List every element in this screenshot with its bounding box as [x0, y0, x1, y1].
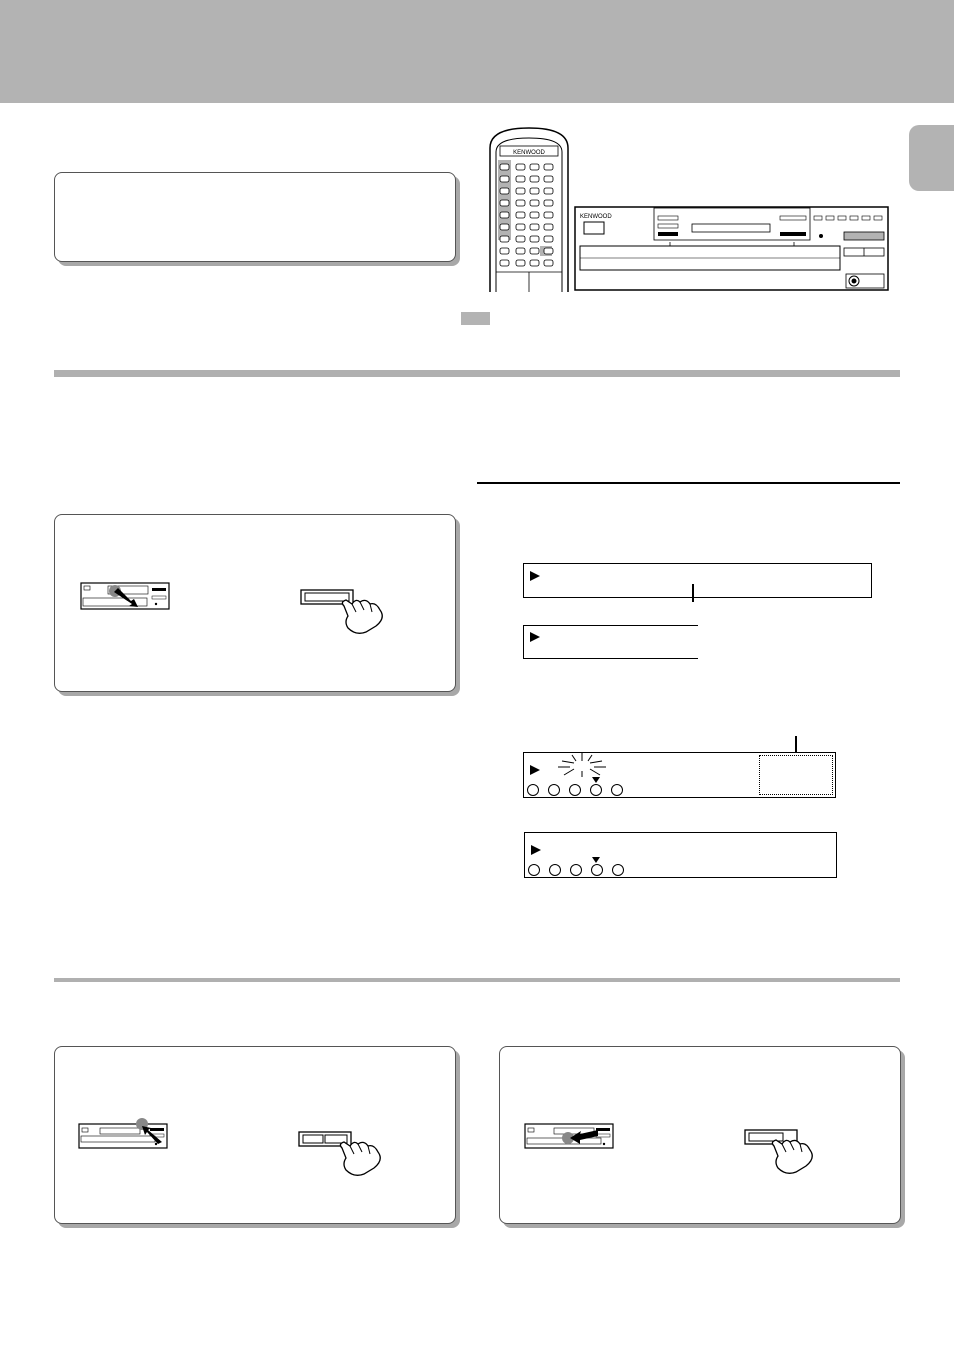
pressing-hand-icon	[744, 1126, 836, 1176]
pressing-hand-icon	[300, 586, 392, 636]
deck-thumbnail-3	[524, 1120, 616, 1154]
display-panel-3	[523, 752, 836, 798]
intro-card	[54, 172, 456, 262]
disc-indicator-5	[612, 864, 624, 876]
remote-control-icon	[486, 126, 572, 292]
cd-player-front-panel-icon	[574, 206, 890, 292]
display-panel-2	[523, 625, 698, 659]
play-triangle-icon	[530, 632, 540, 642]
section-rule-1	[54, 370, 900, 377]
section-rule-2	[54, 978, 900, 982]
disc-indicator-1	[527, 784, 539, 796]
blinking-indicator-icon	[554, 751, 610, 779]
side-tab	[909, 125, 954, 191]
play-triangle-icon	[531, 845, 541, 855]
header-band	[0, 0, 954, 103]
position-marker	[592, 857, 600, 863]
deck-logo: KENWOOD	[580, 214, 612, 220]
subsection-rule	[477, 482, 900, 484]
note-chip	[461, 312, 490, 325]
position-marker	[592, 777, 600, 783]
play-triangle-icon	[530, 765, 540, 775]
pressing-hand-icon	[298, 1128, 390, 1178]
display-panel-1	[523, 563, 872, 598]
disc-indicator-2	[548, 784, 560, 796]
disc-indicator-5	[611, 784, 623, 796]
disc-indicator-4	[591, 864, 603, 876]
dotted-area	[759, 755, 833, 795]
disc-indicator-4	[590, 784, 602, 796]
callout-line-1	[692, 584, 694, 602]
remote-logo: KENWOOD	[513, 150, 545, 156]
disc-indicator-3	[570, 864, 582, 876]
disc-indicator-3	[569, 784, 581, 796]
deck-thumbnail-1	[80, 582, 172, 612]
disc-indicator-2	[549, 864, 561, 876]
disc-indicator-1	[528, 864, 540, 876]
display-panel-4	[524, 832, 837, 878]
play-triangle-icon	[530, 571, 540, 581]
deck-thumbnail-2	[78, 1116, 170, 1150]
